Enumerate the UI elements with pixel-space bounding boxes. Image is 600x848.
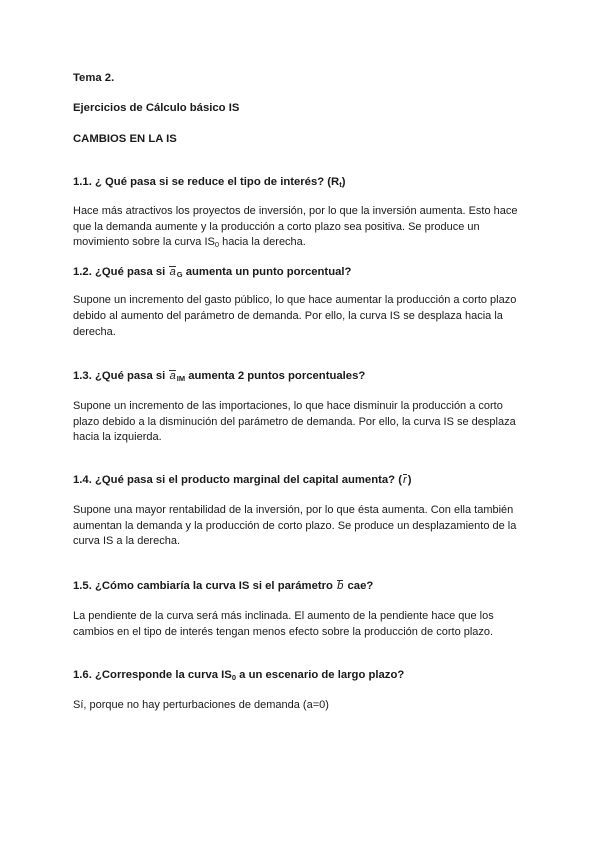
answer-1-4-line-1: Supone una mayor rentabilidad de la inversión, por lo que ésta aumenta. Con ella también xyxy=(73,504,514,516)
answer-1-5-line-2: cambios en el tipo de interés tengan menos efecto sobre la producción de corto plazo. xyxy=(73,625,494,638)
cambios-heading: CAMBIOS EN LA IS xyxy=(73,133,177,145)
question-1-4-title: 1.4. ¿Qué pasa si el producto marginal del capital aumenta? (r) xyxy=(73,474,412,486)
tema-heading: Tema 2. xyxy=(73,72,115,84)
ejercicios-heading: Ejercicios de Cálculo básico IS xyxy=(73,102,240,114)
answer-1-1-line-2: que la demanda aumente y la producción a corto plazo sea positiva. Se produce un xyxy=(73,220,480,233)
answer-1-2-line-2: debido al aumento del parámetro de demanda. Por ello, la curva IS se desplaza hacia la xyxy=(73,310,503,322)
answer-1-3-line-1: Supone un incremento de las importaciones, lo que hace disminuir la producción a corto xyxy=(73,400,503,412)
question-1-5-title: 1.5. ¿Cómo cambiaría la curva IS si el parámetro b cae? xyxy=(73,580,374,592)
answer-1-4-line-3: curva IS a la derecha. xyxy=(73,535,181,547)
answer-1-2-line-3: derecha. xyxy=(73,326,116,338)
question-1-1-title: 1.1. ¿ Qué pasa si se reduce el tipo de interés? $(R_t)$ xyxy=(73,176,346,189)
answer-1-3-line-3: hacia la izquierda. xyxy=(73,431,162,443)
answer-1-2-line-1: Supone un incremento del gasto público, lo que hace aumentar la producción a corto plazo xyxy=(73,294,517,306)
question-1-2-title: 1.2. ¿Qué pasa si $a_G$ aumenta un punto porcentual? xyxy=(73,266,352,279)
answer-1-1-line-3: movimiento sobre la curva $IS_0$ hacia la derecha. xyxy=(73,236,306,249)
answer-1-3-line-2: plazo debido a la disminución del parámetro de demanda. Por ello, la curva IS se desplaza xyxy=(73,415,516,428)
answer-1-5-line-1: La pendiente de la curva será más inclinada. El aumento de la pendiente hace que los xyxy=(73,610,494,622)
question-1-6-title: 1.6. ¿Corresponde la curva $IS_0$ a un escenario de largo plazo? xyxy=(73,669,405,682)
answer-1-4-line-2: aumentan la demanda y la producción de corto plazo. Se produce un desplazamiento de la xyxy=(73,520,517,532)
question-1-3-title: 1.3. ¿Qué pasa si $a_{IM}$ aumenta 2 puntos porcentuales? xyxy=(73,370,366,383)
answer-1-1-line-1: Hace más atractivos los proyectos de inversión, por lo que la inversión aumenta. Esto hace xyxy=(73,205,518,217)
answer-1-6-line-1: Sí, porque no hay perturbaciones de demanda (a=0) xyxy=(73,699,329,711)
